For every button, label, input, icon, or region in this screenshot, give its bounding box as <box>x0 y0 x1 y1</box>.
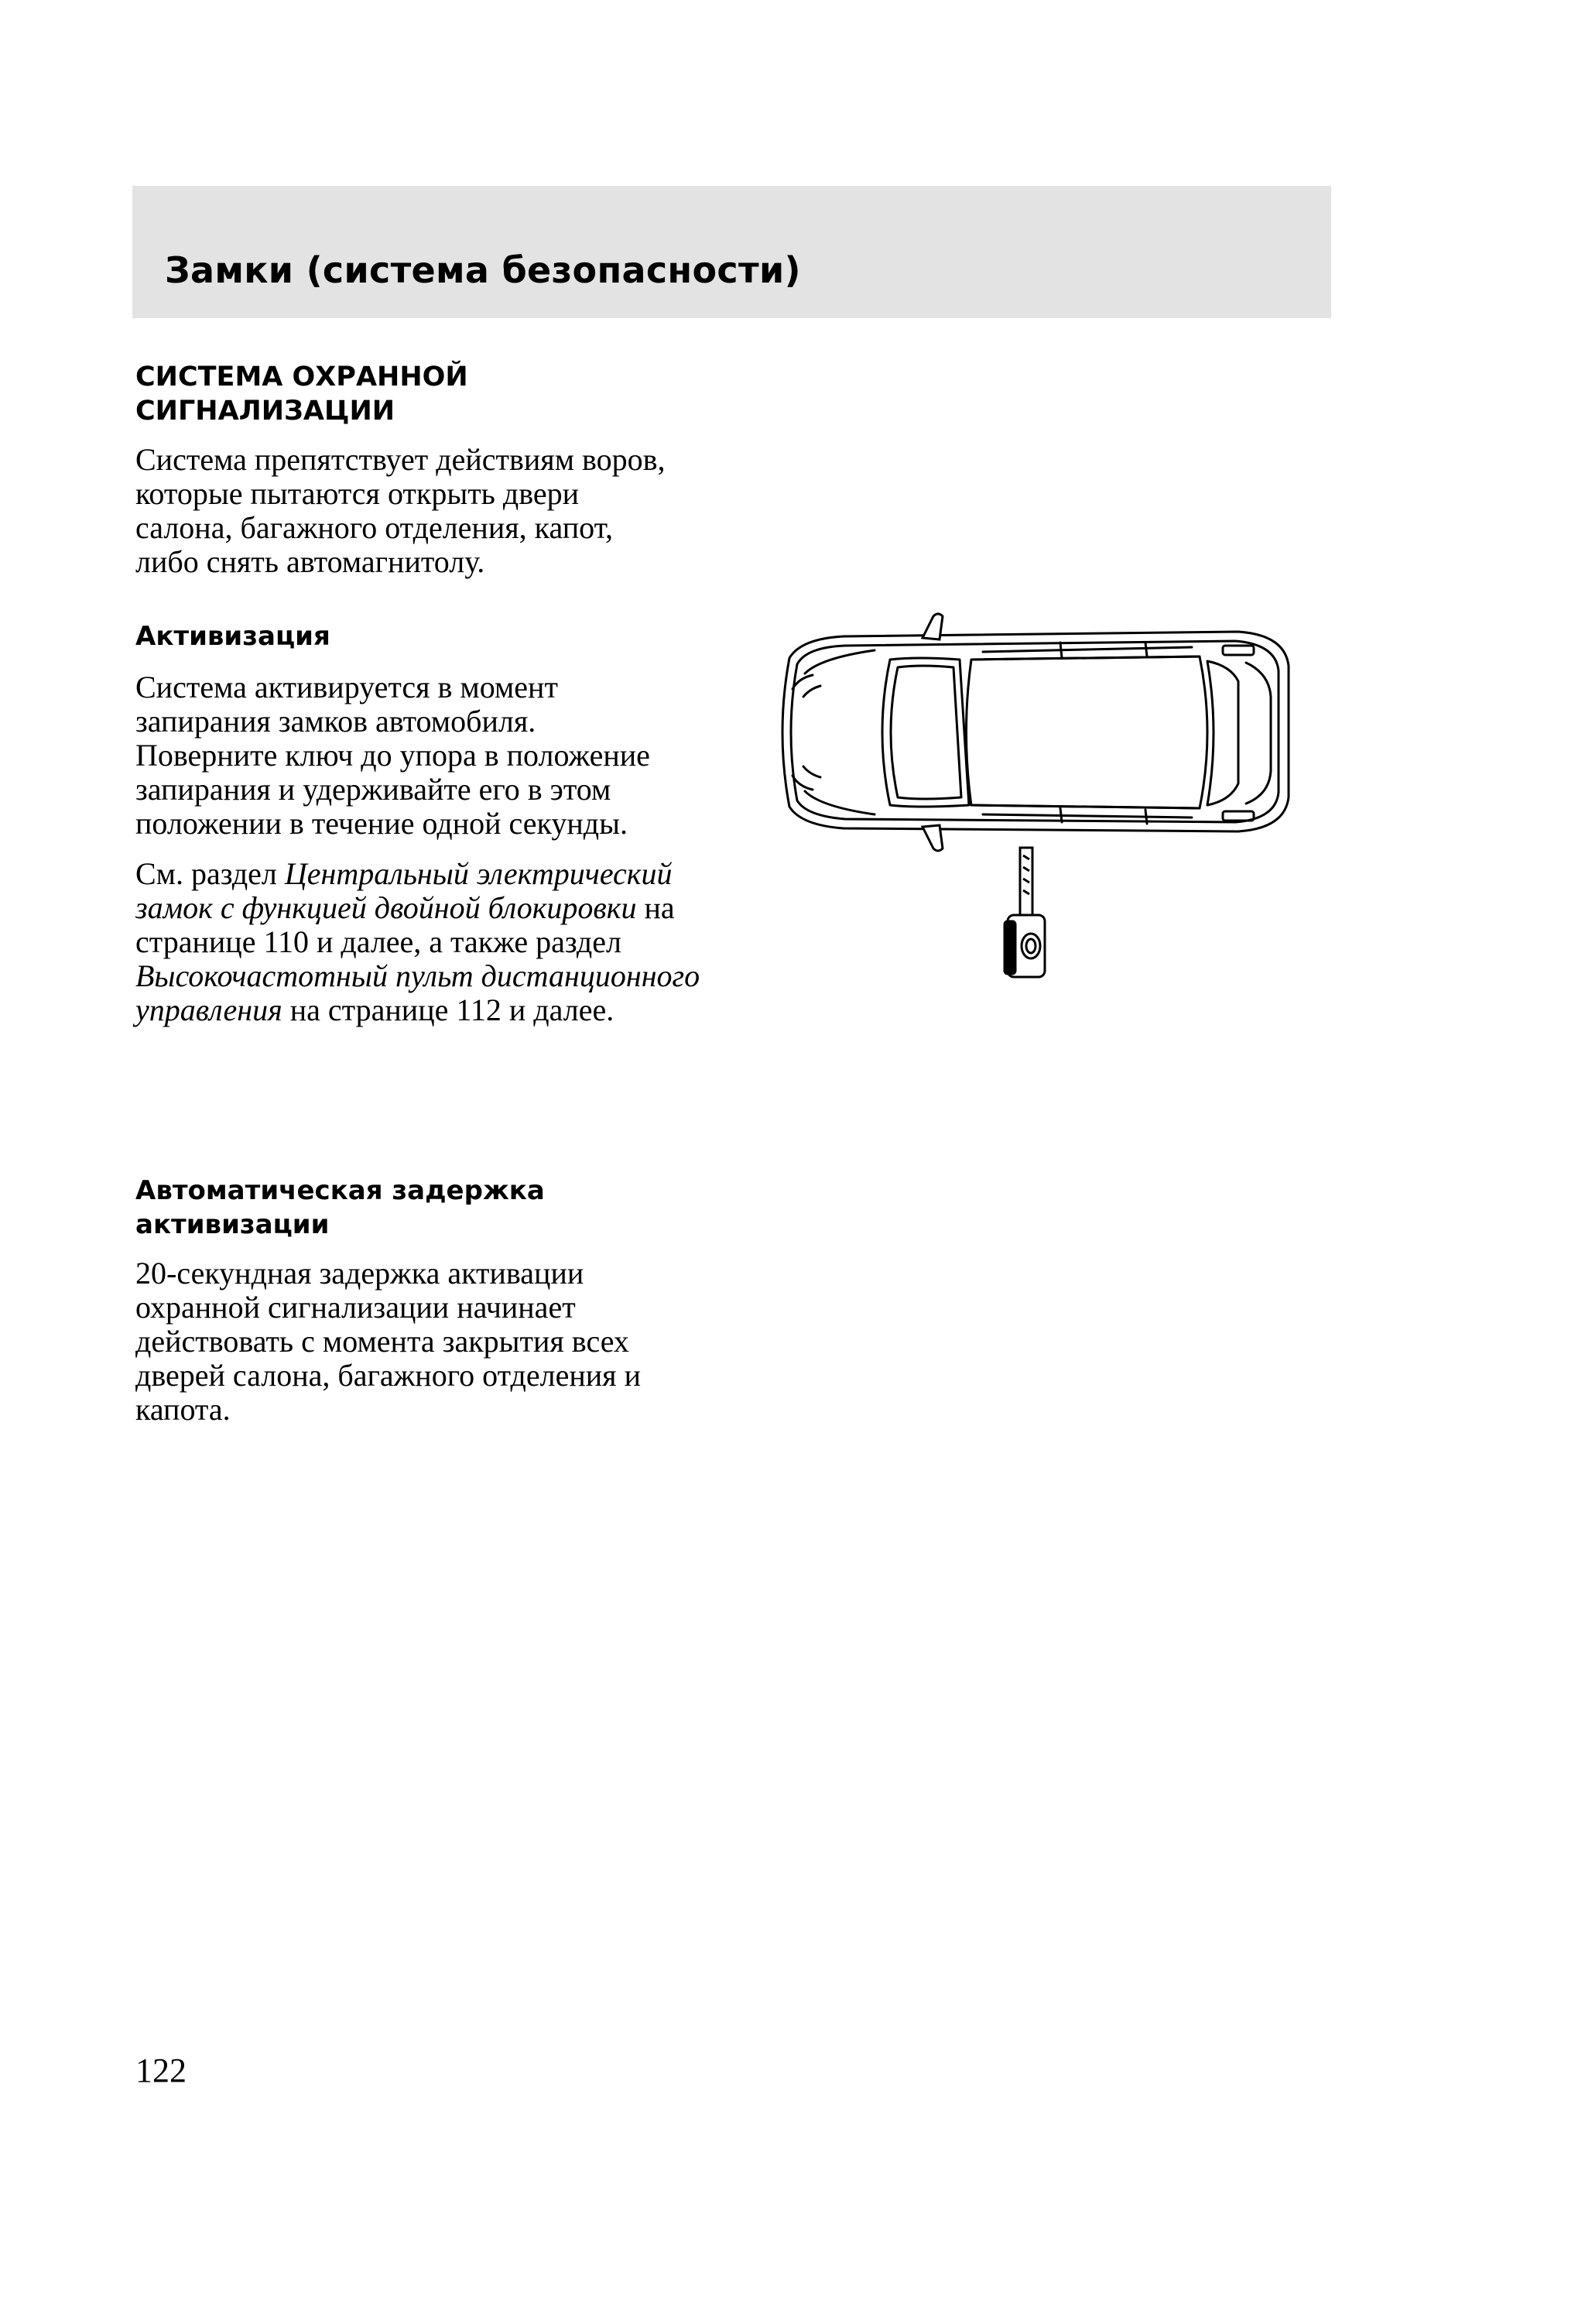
auto-delay-paragraph <box>135 1256 724 1427</box>
text-line: Система препятствует действиям воров, <box>135 442 666 477</box>
reference-link-central-lock[interactable]: Центральный электрический <box>284 856 673 891</box>
text-line: действовать с момента закрытия всех <box>135 1324 629 1359</box>
heading-line: Автоматическая задержка <box>135 1175 545 1206</box>
auto-delay-heading <box>135 1174 631 1242</box>
text-line <box>135 959 724 993</box>
text-line: салона, багажного отделения, капот, <box>135 510 614 545</box>
text-line: охранной сигнализации начинает <box>135 1290 576 1325</box>
cross-reference-paragraph <box>135 857 724 1027</box>
text-line: Система активируется в момент <box>135 670 558 704</box>
text-line: Поверните ключ до упора в положение <box>135 738 650 773</box>
mirror <box>923 614 943 851</box>
text-line: запирания и удерживайте его в этом <box>135 772 611 807</box>
car-top-view-illustration <box>758 612 1316 1014</box>
heading-line: активизации <box>135 1209 330 1240</box>
text-line: капота. <box>135 1392 231 1427</box>
section-title <box>135 360 538 428</box>
key-icon <box>1005 848 1045 977</box>
text-line: либо снять автомагнитолу. <box>135 544 485 579</box>
activation-paragraph <box>135 670 724 841</box>
car-body <box>782 632 1289 831</box>
section-title-line: СИГНАЛИЗАЦИИ <box>135 396 395 427</box>
text-line: См. раздел Центральный электрический <box>135 856 673 891</box>
text-line: запирания замков автомобиля. <box>135 704 536 739</box>
text-line: замок с функцией двойной блокировки на <box>135 890 675 925</box>
section-title-line: СИСТЕМА ОХРАННОЙ <box>135 362 468 392</box>
reference-link-remote-control[interactable]: Высокочастотный пульт дистанционного <box>135 958 700 993</box>
page-number: 122 <box>135 2051 187 2089</box>
text-line: 20-секундная задержка активации <box>135 1256 584 1291</box>
reference-link-central-lock[interactable]: замок с функцией двойной блокировки <box>135 890 637 925</box>
text-line: странице 110 и далее, а также раздел <box>135 924 621 959</box>
intro-paragraph <box>135 443 724 579</box>
text-line: которые пытаются открыть двери <box>135 476 580 511</box>
text-line: дверей салона, багажного отделения и <box>135 1358 641 1393</box>
text-line: управления на странице 112 и далее. <box>135 992 614 1027</box>
reference-link-remote-control[interactable]: управления <box>135 992 282 1027</box>
chapter-title: Замки (система безопасности) <box>165 249 801 291</box>
text-line: положении в течение одной секунды. <box>135 806 628 841</box>
activation-heading: Активизация <box>135 621 330 652</box>
